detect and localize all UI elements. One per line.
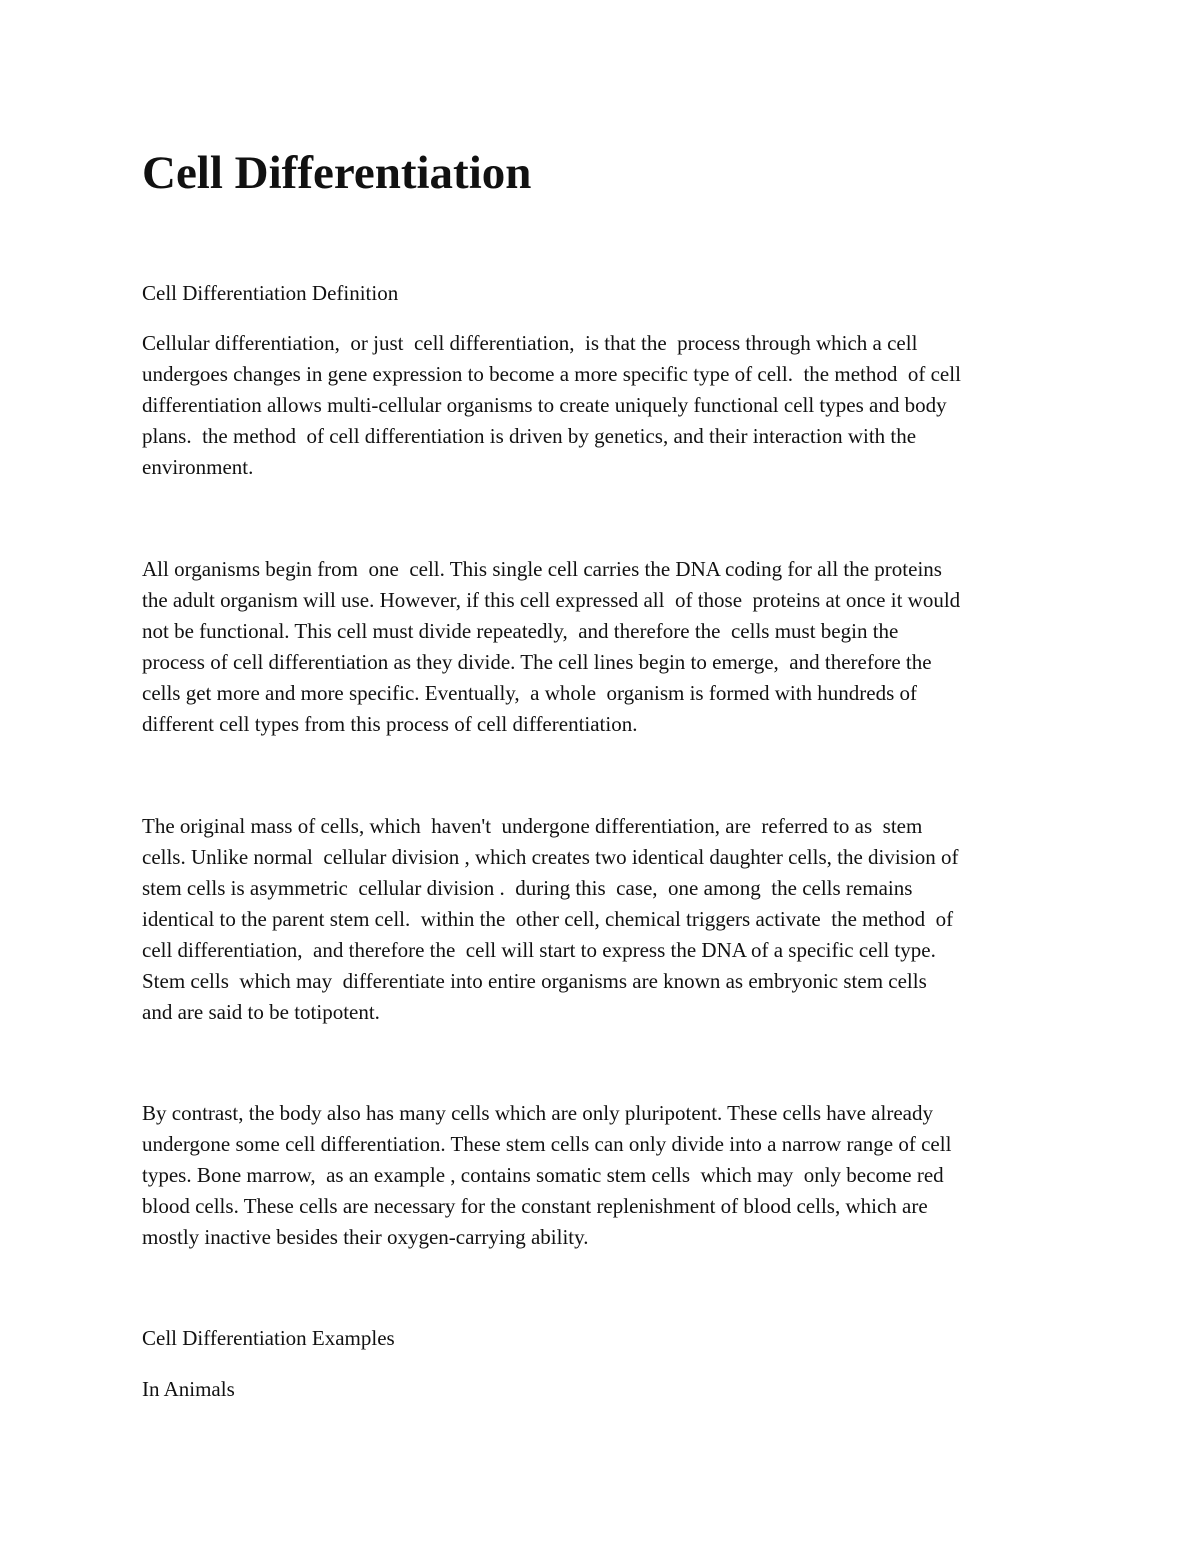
paragraph-organisms [142, 554, 1072, 740]
text-line: undergone some cell differentiation. These stem cells can only divide into a narrow range of cell [142, 1132, 952, 1156]
text-line: cells. Unlike normal cellular division , which creates two identical daughter cells, the division of [142, 845, 959, 869]
text-line: Cellular differentiation, or just cell differentiation, is that the process through which a cell [142, 331, 918, 355]
document-title: Cell Differentiation [142, 147, 532, 199]
text-line: plans. the method of cell differentiation is driven by genetics, and their interaction with the [142, 424, 917, 448]
definition-heading: Cell Differentiation Definition [142, 281, 399, 305]
text-line: and are said to be totipotent. [142, 1000, 380, 1024]
text-line: All organisms begin from one cell. This single cell carries the DNA coding for all the proteins [142, 557, 942, 581]
text-line: The original mass of cells, which haven't undergone differentiation, are referred to as stem [142, 814, 923, 838]
paragraph-pluripotent [142, 1098, 1072, 1253]
text-line: cells get more and more specific. Eventually, a whole organism is formed with hundreds of [142, 681, 918, 705]
text-line: process of cell differentiation as they divide. The cell lines begin to emerge, and therefore the [142, 650, 932, 674]
text-line: blood cells. These cells are necessary for the constant replenishment of blood cells, which are [142, 1194, 928, 1218]
text-line: stem cells is asymmetric cellular division . during this case, one among the cells remains [142, 876, 913, 900]
paragraph-definition [142, 328, 1072, 483]
text-line: the adult organism will use. However, if this cell expressed all of those proteins at once it would [142, 588, 961, 612]
animals-heading: In Animals [142, 1377, 235, 1401]
text-line: not be functional. This cell must divide repeatedly, and therefore the cells must begin the [142, 619, 899, 643]
text-line: identical to the parent stem cell. within the other cell, chemical triggers activate the method of [142, 907, 954, 931]
text-line: Stem cells which may differentiate into entire organisms are known as embryonic stem cells [142, 969, 927, 993]
text-line: undergoes changes in gene expression to become a more specific type of cell. the method of cell [142, 362, 961, 386]
text-line: cell differentiation, and therefore the cell will start to express the DNA of a specific cell type. [142, 938, 936, 962]
text-line: types. Bone marrow, as an example , contains somatic stem cells which may only become red [142, 1163, 944, 1187]
text-line: different cell types from this process of cell differentiation. [142, 712, 638, 736]
text-line: mostly inactive besides their oxygen-carrying ability. [142, 1225, 589, 1249]
text-line: differentiation allows multi-cellular organisms to create uniquely functional cell types and body [142, 393, 947, 417]
text-line: environment. [142, 455, 254, 479]
examples-heading: Cell Differentiation Examples [142, 1326, 395, 1350]
text-line: By contrast, the body also has many cells which are only pluripotent. These cells have already [142, 1101, 933, 1125]
paragraph-stem-cells [142, 811, 1072, 1028]
